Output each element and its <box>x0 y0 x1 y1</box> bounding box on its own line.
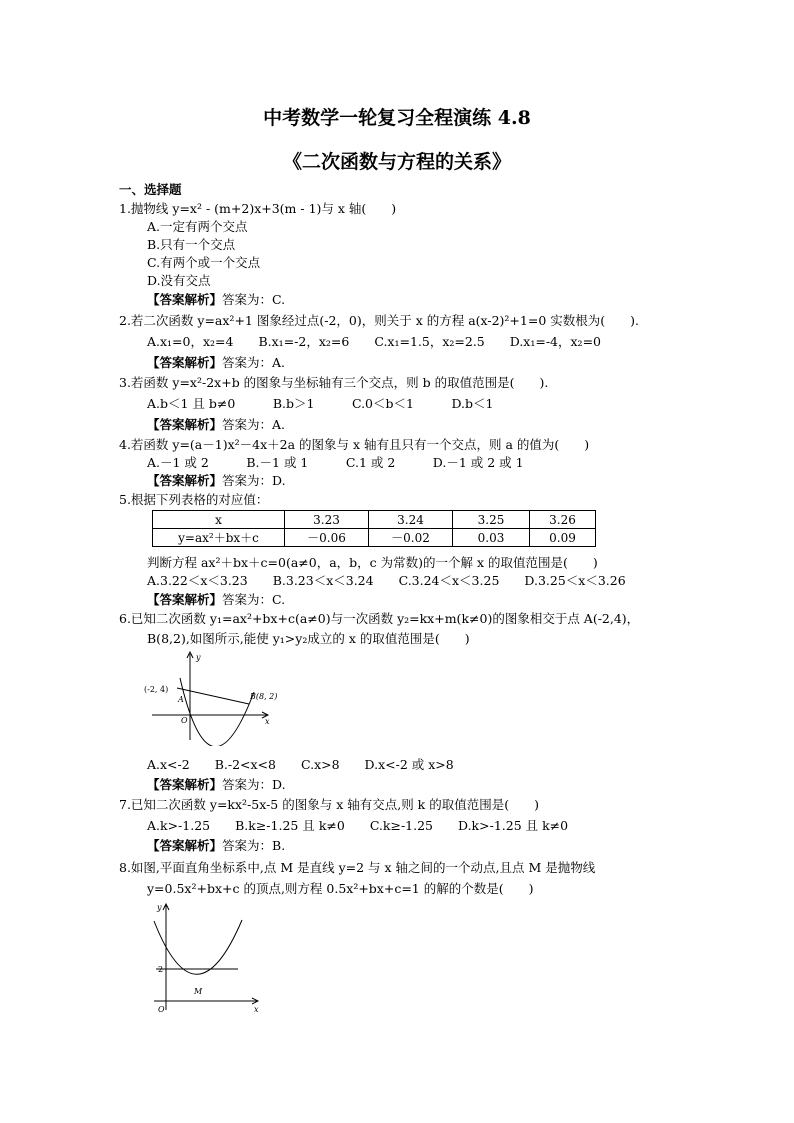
y-axis-label: y <box>196 653 201 662</box>
x-axis-label: x <box>265 717 270 726</box>
q1-option-c: C.有两个或一个交点 <box>147 255 261 270</box>
table-cell: x <box>153 511 285 529</box>
q6-options: A.x<-2 B.-2<x<8 C.x>8 D.x<-2 或 x>8 <box>147 757 454 772</box>
q1-option-b: B.只有一个交点 <box>147 237 236 252</box>
point-a-label: A <box>178 695 184 704</box>
q7-answer <box>147 838 285 854</box>
q7-options: A.k>-1.25 B.k≥-1.25 且 k≠0 C.k≥-1.25 D.k>-1.25 且 k≠0 <box>147 818 569 833</box>
table-cell: 0.03 <box>453 529 530 547</box>
q3-answer <box>147 417 285 433</box>
q3-stem: 3.若函数 y=x²-2x+b 的图象与坐标轴有三个交点，则 b 的取值范围是( ). <box>119 375 549 390</box>
q8-stem-line1: 8.如图,平面直角坐标系中,点 M 是直线 y=2 与 x 轴之间的一个动点,且点 M 是抛物线 <box>119 860 596 875</box>
q2-answer <box>147 355 285 371</box>
table-cell: 3.24 <box>369 511 453 529</box>
q4-answer <box>147 473 286 489</box>
table-cell: y=ax²＋bx＋c <box>153 529 285 547</box>
q6-answer <box>147 777 286 793</box>
q5-stem: 5.根据下列表格的对应值： <box>119 492 269 507</box>
q5-judge: 判断方程 ax²＋bx＋c=0(a≠0，a，b，c 为常数)的一个解 x 的取值范围是( ) <box>147 555 598 570</box>
answer-text: 答案为：C. <box>222 292 286 307</box>
origin-label: O <box>181 716 188 725</box>
q3-options: A.b＜1 且 b≠0 B.b＞1 C.0＜b＜1 D.b＜1 <box>147 396 494 411</box>
table-row <box>153 511 596 529</box>
answer-tag: 【答案解析】 <box>147 777 223 792</box>
q5-answer <box>147 592 285 608</box>
origin-label: O <box>158 1005 165 1014</box>
answer-tag: 【答案解析】 <box>147 292 223 307</box>
q5-options: A.3.22＜x＜3.23 B.3.23＜x＜3.24 C.3.24＜x＜3.25 D.3.25＜x＜3.26 <box>147 573 626 588</box>
q7-stem: 7.已知二次函数 y=kx²-5x-5 的图象与 x 轴有交点,则 k 的取值范围是( ) <box>119 797 539 812</box>
table-cell: 3.25 <box>453 511 530 529</box>
q1-option-a: A.一定有两个交点 <box>147 219 248 234</box>
table-cell: 0.09 <box>530 529 596 547</box>
parabola <box>154 920 242 974</box>
x-axis-label: x <box>254 1005 259 1014</box>
answer-text: 答案为：A. <box>222 355 286 370</box>
table-cell: －0.06 <box>285 529 369 547</box>
answer-tag: 【答案解析】 <box>147 838 223 853</box>
table-cell: －0.02 <box>369 529 453 547</box>
q1-answer <box>147 292 285 308</box>
q8-stem-line2: y=0.5x²+bx+c 的顶点,则方程 0.5x²+bx+c=1 的解的个数是( ) <box>147 881 534 896</box>
answer-text: 答案为：B. <box>222 838 286 853</box>
y-two-label: 2 <box>158 965 164 974</box>
q1-option-d: D.没有交点 <box>147 273 211 288</box>
answer-tag: 【答案解析】 <box>147 355 223 370</box>
y-axis-label: y <box>157 903 162 912</box>
answer-text: 答案为：D. <box>222 473 286 488</box>
section-heading: 一、选择题 <box>119 182 182 197</box>
table-cell: 3.26 <box>530 511 596 529</box>
answer-tag: 【答案解析】 <box>147 417 223 432</box>
q6-stem-line1: 6.已知二次函数 y₁=ax²+bx+c(a≠0)与一次函数 y₂=kx+m(k≠0)的图象相交于点 A(-2,4)， <box>119 611 640 626</box>
q2-stem: 2.若二次函数 y=ax²+1 图象经过点(-2，0)，则关于 x 的方程 a(x-2)²+1=0 实数根为( ). <box>119 313 639 328</box>
parabola-y1 <box>180 678 254 746</box>
answer-tag: 【答案解析】 <box>147 473 223 488</box>
point-b-label: B(8, 2) <box>250 692 278 701</box>
q8-figure <box>146 898 266 1020</box>
table-cell: 3.23 <box>285 511 369 529</box>
q6-figure <box>142 648 278 746</box>
line-y2 <box>177 688 249 704</box>
title-line1: 中考数学一轮复习全程演练 4.8 <box>263 107 531 129</box>
table-row <box>153 529 596 547</box>
title-line2: 《二次函数与方程的关系》 <box>282 151 511 173</box>
vertex-m-label: M <box>194 987 203 996</box>
q2-options: A.x₁=0，x₂=4 B.x₁=-2，x₂=6 C.x₁=1.5，x₂=2.5 D.x₁=-4，x₂=0 <box>147 334 601 349</box>
answer-text: 答案为：D. <box>222 777 286 792</box>
q1-stem: 1.抛物线 y=x² - (m+2)x+3(m - 1)与 x 轴( ) <box>119 201 397 216</box>
q4-options: A.－1 或 2 B.－1 或 1 C.1 或 2 D.－1 或 2 或 1 <box>147 455 524 470</box>
point-a-coords: (-2, 4) <box>144 685 169 694</box>
answer-tag: 【答案解析】 <box>147 592 223 607</box>
value-table <box>152 510 596 547</box>
q6-stem-line2: B(8,2),如图所示,能使 y₁>y₂成立的 x 的取值范围是( ) <box>147 631 470 646</box>
answer-text: 答案为：A. <box>222 417 286 432</box>
q4-stem: 4.若函数 y=(a－1)x²－4x＋2a 的图象与 x 轴有且只有一个交点，则 a 的值为( ) <box>119 437 590 452</box>
answer-text: 答案为：C. <box>222 592 286 607</box>
